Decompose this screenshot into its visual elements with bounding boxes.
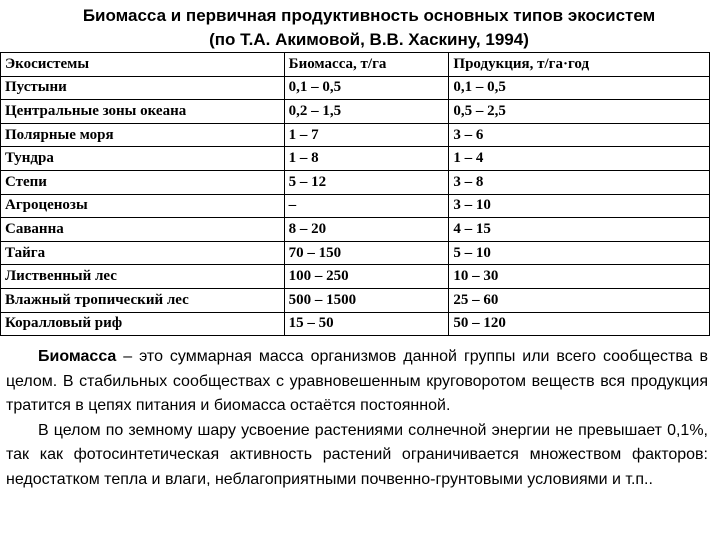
cell-production: 3 – 10 [449,194,710,218]
header-ecosystems: Экосистемы [1,53,285,77]
cell-biomass: 100 – 250 [284,265,449,289]
cell-biomass: 1 – 7 [284,123,449,147]
table-row [1,288,710,312]
table-row [1,218,710,242]
table-row [1,312,710,336]
cell-ecosystem: Коралловый риф [1,312,285,336]
header-production: Продукция, т/га·год [449,53,710,77]
cell-ecosystem: Центральные зоны океана [1,100,285,124]
cell-production: 50 – 120 [449,312,710,336]
cell-production: 10 – 30 [449,265,710,289]
cell-biomass: 0,2 – 1,5 [284,100,449,124]
cell-biomass: 8 – 20 [284,218,449,242]
cell-biomass: 500 – 1500 [284,288,449,312]
table-row [1,76,710,100]
cell-ecosystem: Саванна [1,218,285,242]
title-line-2: (по Т.А. Акимовой, В.В. Хаскину, 1994) [209,30,529,49]
cell-biomass: 0,1 – 0,5 [284,76,449,100]
table-row [1,100,710,124]
cell-production: 0,1 – 0,5 [449,76,710,100]
cell-production: 0,5 – 2,5 [449,100,710,124]
page-title [0,4,720,52]
table-row [1,123,710,147]
cell-ecosystem: Лиственный лес [1,265,285,289]
table-row [1,265,710,289]
cell-biomass: 70 – 150 [284,241,449,265]
table-header-row [1,53,710,77]
header-biomass: Биомасса, т/га [284,53,449,77]
cell-production: 5 – 10 [449,241,710,265]
definition-text: – это суммарная масса организмов данной группы или всего сообщества в целом. В стабильных сообществах с уравновешенным круговоротом веществ вся продукция тратится в цепях питания и биомасса остаётся постоянной. [6,348,708,414]
cell-production: 4 – 15 [449,218,710,242]
table-row [1,170,710,194]
cell-biomass: – [284,194,449,218]
title-line-1: Биомасса и первичная продуктивность основных типов экосистем [82,6,656,25]
table-row [1,241,710,265]
cell-biomass: 5 – 12 [284,170,449,194]
cell-ecosystem: Тундра [1,147,285,171]
table-row [1,147,710,171]
cell-biomass: 15 – 50 [284,312,449,336]
term-biomass: Биомасса [38,348,117,365]
cell-ecosystem: Степи [1,170,285,194]
ecosystem-table [0,52,710,336]
cell-production: 3 – 8 [449,170,710,194]
table-row [1,194,710,218]
body-text [6,345,708,492]
cell-ecosystem: Агроценозы [1,194,285,218]
cell-ecosystem: Полярные моря [1,123,285,147]
paragraph-biomass-definition [6,345,708,419]
cell-ecosystem: Влажный тропический лес [1,288,285,312]
cell-production: 1 – 4 [449,147,710,171]
cell-ecosystem: Пустыни [1,76,285,100]
paragraph-solar-energy: В целом по земному шару усвоение растениями солнечной энергии не превышает 0,1%, так как фотосинтетическая активность растений ограничивается множеством факторов: недостатком тепла и влаги, неблагоприятными почвенно-грунтовыми условиями и т.п.. [6,421,708,488]
cell-production: 3 – 6 [449,123,710,147]
cell-biomass: 1 – 8 [284,147,449,171]
cell-ecosystem: Тайга [1,241,285,265]
cell-production: 25 – 60 [449,288,710,312]
